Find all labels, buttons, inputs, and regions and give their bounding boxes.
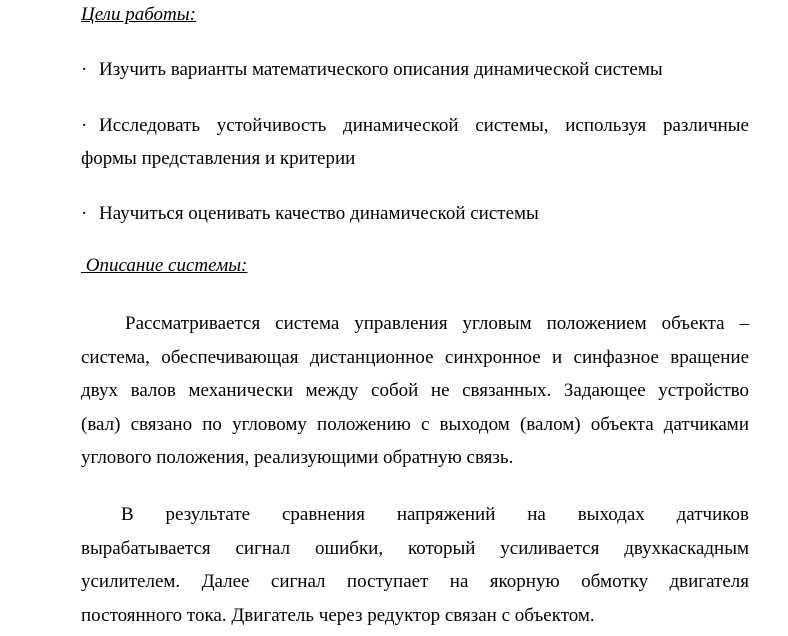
goal-item-text: Изучить варианты математического описания динамической системы: [99, 59, 663, 80]
description-heading: Описание системы:: [81, 255, 248, 276]
paragraph-line: Рассматривается система управления угловым положением объекта –: [125, 313, 749, 334]
paragraph-line: В результате сравнения напряжений на выходах датчиков: [121, 504, 749, 525]
description-paragraph-2: [81, 498, 749, 632]
paragraph-line: (вал) связано по угловому положению с выходом (валом) объекта датчиками: [81, 413, 749, 435]
goal-item-3: [81, 197, 749, 230]
bullet-icon: ·: [81, 115, 88, 136]
paragraph-line: углового положения, реализующими обратную связь.: [81, 447, 514, 468]
paragraph-line: вырабатывается сигнал ошибки, который усиливается двухкаскадным: [81, 537, 749, 559]
goal-item-text: Научиться оценивать качество динамической системы: [99, 203, 539, 224]
paragraph-line: постоянного тока. Двигатель через редуктор связан с объектом.: [81, 604, 595, 626]
bullet-icon: ·: [81, 59, 88, 80]
paragraph-line: система, обеспечивающая дистанционное синхронное и синфазное вращение: [81, 346, 749, 368]
paragraph-line: усилителем. Далее сигнал поступает на якорную обмотку двигателя: [81, 571, 749, 592]
goal-item-2: [81, 109, 749, 175]
goals-heading: Цели работы:: [81, 4, 196, 25]
goal-item-text: Исследовать устойчивость динамической системы, используя различные формы представления и критерии: [81, 115, 749, 169]
description-paragraph-1: [81, 307, 749, 475]
paragraph-line: двух валов механически между собой не связанных. Задающее устройство: [81, 380, 749, 401]
goal-item-1: [81, 53, 749, 86]
bullet-icon: ·: [81, 203, 88, 224]
